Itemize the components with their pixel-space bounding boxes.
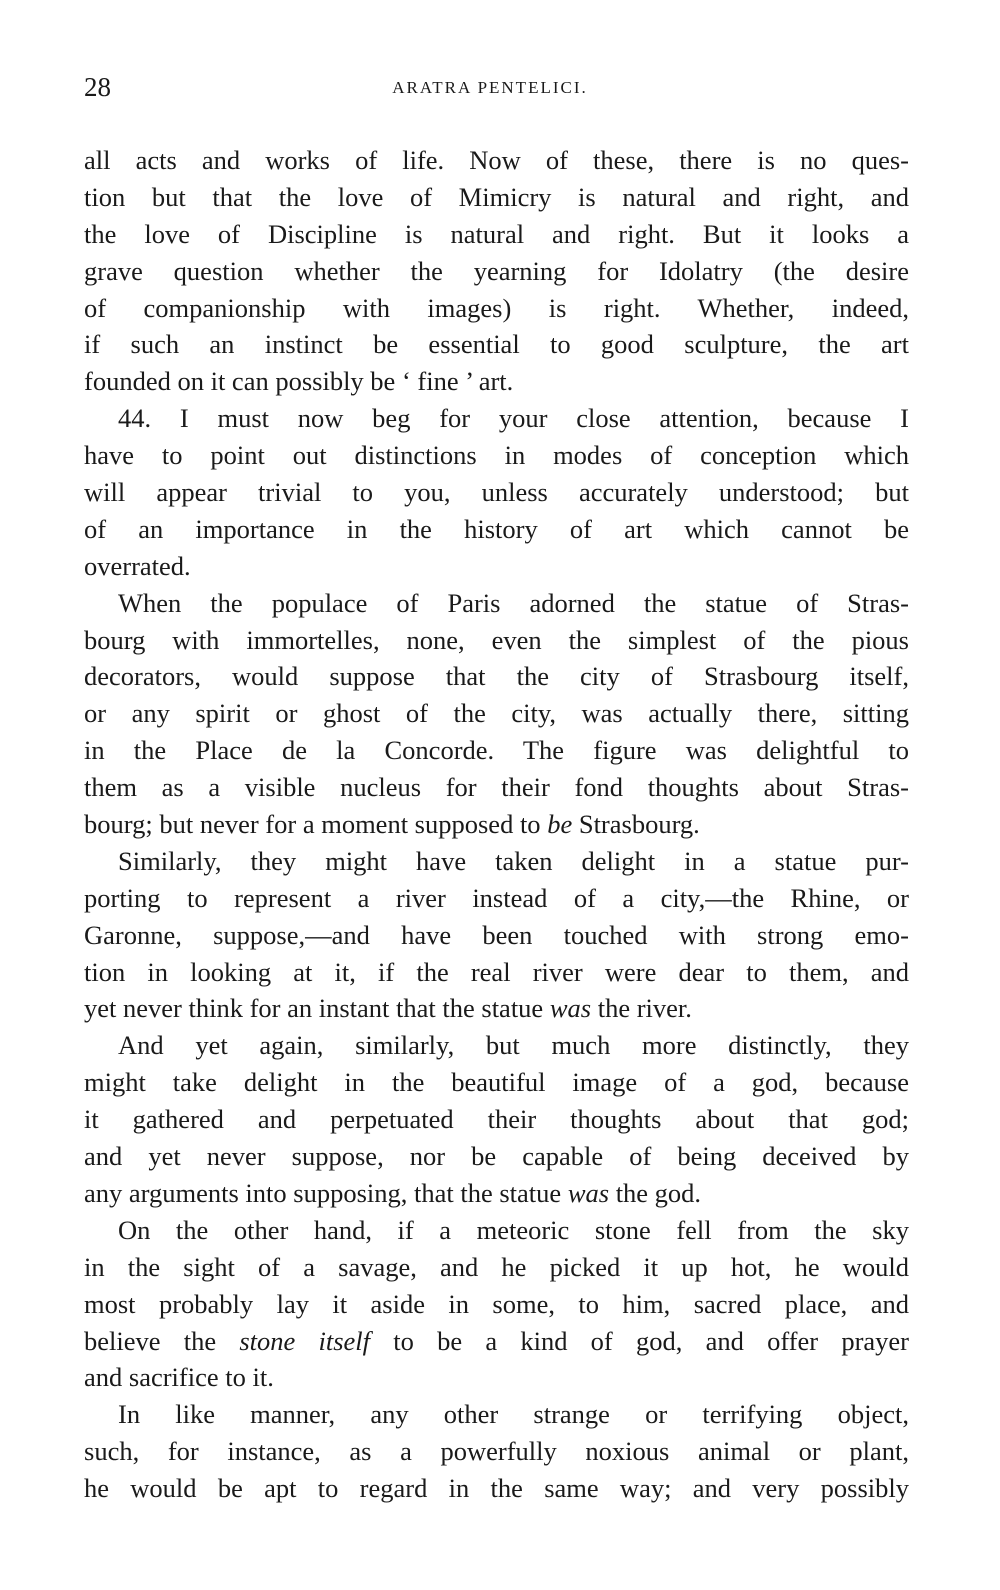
- text-segment: the god.: [609, 1177, 702, 1208]
- text-segment: to be a kind of god, and offer prayer: [370, 1325, 909, 1356]
- text-segment: bourg; but never for a moment supposed to: [84, 809, 548, 840]
- text-line: [84, 474, 909, 511]
- text-line: [84, 1138, 909, 1175]
- text-segment: bourg with immortelles, none, even the simplest of the pious: [84, 624, 909, 655]
- text-segment: them as a visible nucleus for their fond thoughts about Stras-: [84, 772, 909, 803]
- text-segment: any arguments into supposing, that the statue: [84, 1177, 568, 1208]
- text-segment: Similarly, they might have taken delight in a statue pur-: [118, 845, 909, 876]
- text-line: [84, 806, 909, 843]
- text-segment: In like manner, any other strange or terrifying object,: [118, 1399, 909, 1430]
- text-line: [84, 511, 909, 548]
- text-line: [84, 732, 909, 769]
- text-segment: overrated.: [84, 550, 191, 581]
- text-line: [84, 437, 909, 474]
- text-segment: founded on it can possibly be ‘ fine ’ art.: [84, 366, 514, 397]
- text-line: [84, 917, 909, 954]
- text-line: [84, 216, 909, 253]
- text-segment: might take delight in the beautiful image of a god, because: [84, 1067, 909, 1098]
- text-line: [84, 1396, 909, 1433]
- italic-text: was: [567, 1177, 610, 1208]
- text-line: [84, 880, 909, 917]
- text-segment: most probably lay it aside in some, to him, sacred place, and: [84, 1288, 909, 1319]
- text-segment: And yet again, similarly, but much more distinctly, they: [118, 1030, 909, 1061]
- text-segment: 44. I must now beg for your close attention, because I: [118, 403, 909, 434]
- text-segment: tion but that the love of Mimicry is natural and right, and: [84, 181, 909, 212]
- text-line: [84, 658, 909, 695]
- text-line: [84, 1433, 909, 1470]
- text-line: [84, 990, 909, 1027]
- text-segment: and sacrifice to it.: [84, 1362, 274, 1393]
- text-line: [84, 1101, 909, 1138]
- text-line: [84, 1323, 909, 1360]
- text-segment: decorators, would suppose that the city of Strasbourg itself,: [84, 661, 909, 692]
- body-text: [84, 142, 909, 1507]
- text-segment: in the sight of a savage, and he picked it up hot, he would: [84, 1251, 909, 1282]
- italic-text: be: [547, 809, 573, 840]
- text-line: [84, 695, 909, 732]
- text-segment: will appear trivial to you, unless accurately understood; but: [84, 477, 909, 508]
- text-segment: of an importance in the history of art which cannot be: [84, 513, 909, 544]
- text-line: [84, 326, 909, 363]
- text-segment: and yet never suppose, nor be capable of being deceived by: [84, 1141, 909, 1172]
- text-segment: of companionship with images) is right. Whether, indeed,: [84, 292, 909, 323]
- italic-text: stone itself: [239, 1325, 371, 1356]
- text-line: [84, 1286, 909, 1323]
- page-number: 28: [84, 72, 111, 102]
- text-line: [84, 1249, 909, 1286]
- text-line: [84, 142, 909, 179]
- text-segment: yet never think for an instant that the statue: [84, 993, 550, 1024]
- text-segment: porting to represent a river instead of a city,—the Rhine, or: [84, 882, 909, 913]
- text-line: [84, 400, 909, 437]
- text-segment: Garonne, suppose,—and have been touched with strong emo-: [84, 919, 909, 950]
- text-segment: When the populace of Paris adorned the statue of Stras-: [118, 587, 909, 618]
- text-line: [84, 954, 909, 991]
- text-segment: he would be apt to regard in the same way; and very possibly: [84, 1473, 909, 1504]
- text-segment: grave question whether the yearning for Idolatry (the desire: [84, 255, 909, 286]
- text-segment: it gathered and perpetuated their thoughts about that god;: [84, 1104, 909, 1135]
- text-segment: believe the: [84, 1325, 240, 1356]
- text-line: [84, 290, 909, 327]
- text-line: [84, 548, 909, 585]
- text-line: [84, 1027, 909, 1064]
- text-segment: tion in looking at it, if the real river were dear to them, and: [84, 956, 909, 987]
- text-segment: if such an instinct be essential to good sculpture, the art: [84, 329, 909, 360]
- text-line: [84, 1064, 909, 1101]
- text-segment: On the other hand, if a meteoric stone fell from the sky: [118, 1214, 909, 1245]
- text-line: [84, 179, 909, 216]
- running-title: ARATRA PENTELICI.: [392, 78, 588, 97]
- text-line: [84, 585, 909, 622]
- text-line: [84, 1470, 909, 1507]
- text-segment: the river.: [591, 993, 692, 1024]
- text-segment: Strasbourg.: [572, 809, 700, 840]
- text-line: [84, 1175, 909, 1212]
- text-segment: all acts and works of life. Now of these, there is no ques-: [84, 145, 909, 175]
- text-line: [84, 363, 909, 400]
- italic-text: was: [549, 993, 592, 1024]
- text-segment: have to point out distinctions in modes of conception which: [84, 440, 909, 471]
- text-line: [84, 622, 909, 659]
- text-line: [84, 843, 909, 880]
- text-segment: in the Place de la Concorde. The figure was delightful to: [84, 735, 909, 766]
- text-line: [84, 1212, 909, 1249]
- text-line: [84, 253, 909, 290]
- text-segment: the love of Discipline is natural and right. But it looks a: [84, 218, 909, 249]
- text-segment: or any spirit or ghost of the city, was actually there, sitting: [84, 698, 909, 729]
- text-line: [84, 769, 909, 806]
- text-line: [84, 1359, 909, 1396]
- text-segment: such, for instance, as a powerfully noxious animal or plant,: [84, 1436, 909, 1467]
